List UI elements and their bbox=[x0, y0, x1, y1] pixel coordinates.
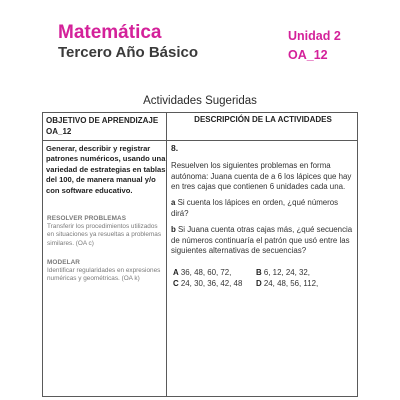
section-title: Actividades Sugeridas bbox=[143, 95, 257, 107]
option-c-values: 24, 30, 36, 42, 48 bbox=[180, 279, 243, 288]
question-b-text: Si Juana cuenta otras cajas más, ¿qué secuencia de números continuaría el patrón que usó entre las siguientes alternativas de secuencias? bbox=[171, 225, 353, 256]
objective-text: Generar, describir y registrar patrones numéricos, usando una variedad de estrategias en tablas del 100, de manera manual y/o con software educativo. bbox=[46, 144, 166, 195]
question-b-letter: b bbox=[171, 225, 176, 234]
subject-title: Matemática bbox=[58, 22, 162, 43]
objective-code-label: OA_12 bbox=[288, 48, 328, 62]
option-b-letter: B bbox=[256, 268, 262, 277]
option-a bbox=[173, 268, 231, 277]
objective-column-header: OBJETIVO DE APRENDIZAJE OA_12 bbox=[46, 116, 159, 136]
activity-number: 8. bbox=[171, 143, 179, 153]
competency-heading-solve: RESOLVER PROBLEMAS bbox=[47, 215, 127, 222]
option-d-values: 24, 48, 56, 112, bbox=[263, 279, 319, 288]
option-c-letter: C bbox=[173, 279, 179, 288]
grade-subtitle: Tercero Año Básico bbox=[58, 44, 199, 61]
column-divider bbox=[166, 113, 167, 396]
question-a-text: Si cuenta los lápices en orden, ¿qué números dirá? bbox=[171, 198, 339, 218]
question-a bbox=[171, 198, 357, 219]
activities-table bbox=[42, 112, 358, 397]
unit-label: Unidad 2 bbox=[288, 29, 341, 43]
competency-text-solve: Transferir los procedimientos utilizados en situaciones ya resueltas a problemas similares. (OA c) bbox=[47, 223, 162, 247]
question-a-letter: a bbox=[171, 198, 176, 207]
option-c bbox=[173, 279, 242, 288]
option-a-letter: A bbox=[173, 268, 179, 277]
option-d-letter: D bbox=[256, 279, 262, 288]
header-divider bbox=[43, 140, 357, 141]
option-a-values: 36, 48, 60, 72, bbox=[180, 268, 232, 277]
question-b bbox=[171, 225, 357, 257]
competency-text-model: Identificar regularidades en expresiones numéricas y geométricas. (OA k) bbox=[47, 267, 161, 283]
competency-heading-model: MODELAR bbox=[47, 259, 81, 266]
option-b-values: 6, 12, 24, 32, bbox=[263, 268, 310, 277]
activity-intro: Resuelven los siguientes problemas en forma autónoma: Juana cuenta de a 6 los lápices que hay en tres cajas que contienen 6 unidades cada una. bbox=[171, 161, 352, 192]
option-b bbox=[256, 268, 310, 277]
description-column-header: DESCRIPCIÓN DE LA ACTIVIDADES bbox=[194, 115, 332, 124]
option-d bbox=[256, 279, 318, 288]
